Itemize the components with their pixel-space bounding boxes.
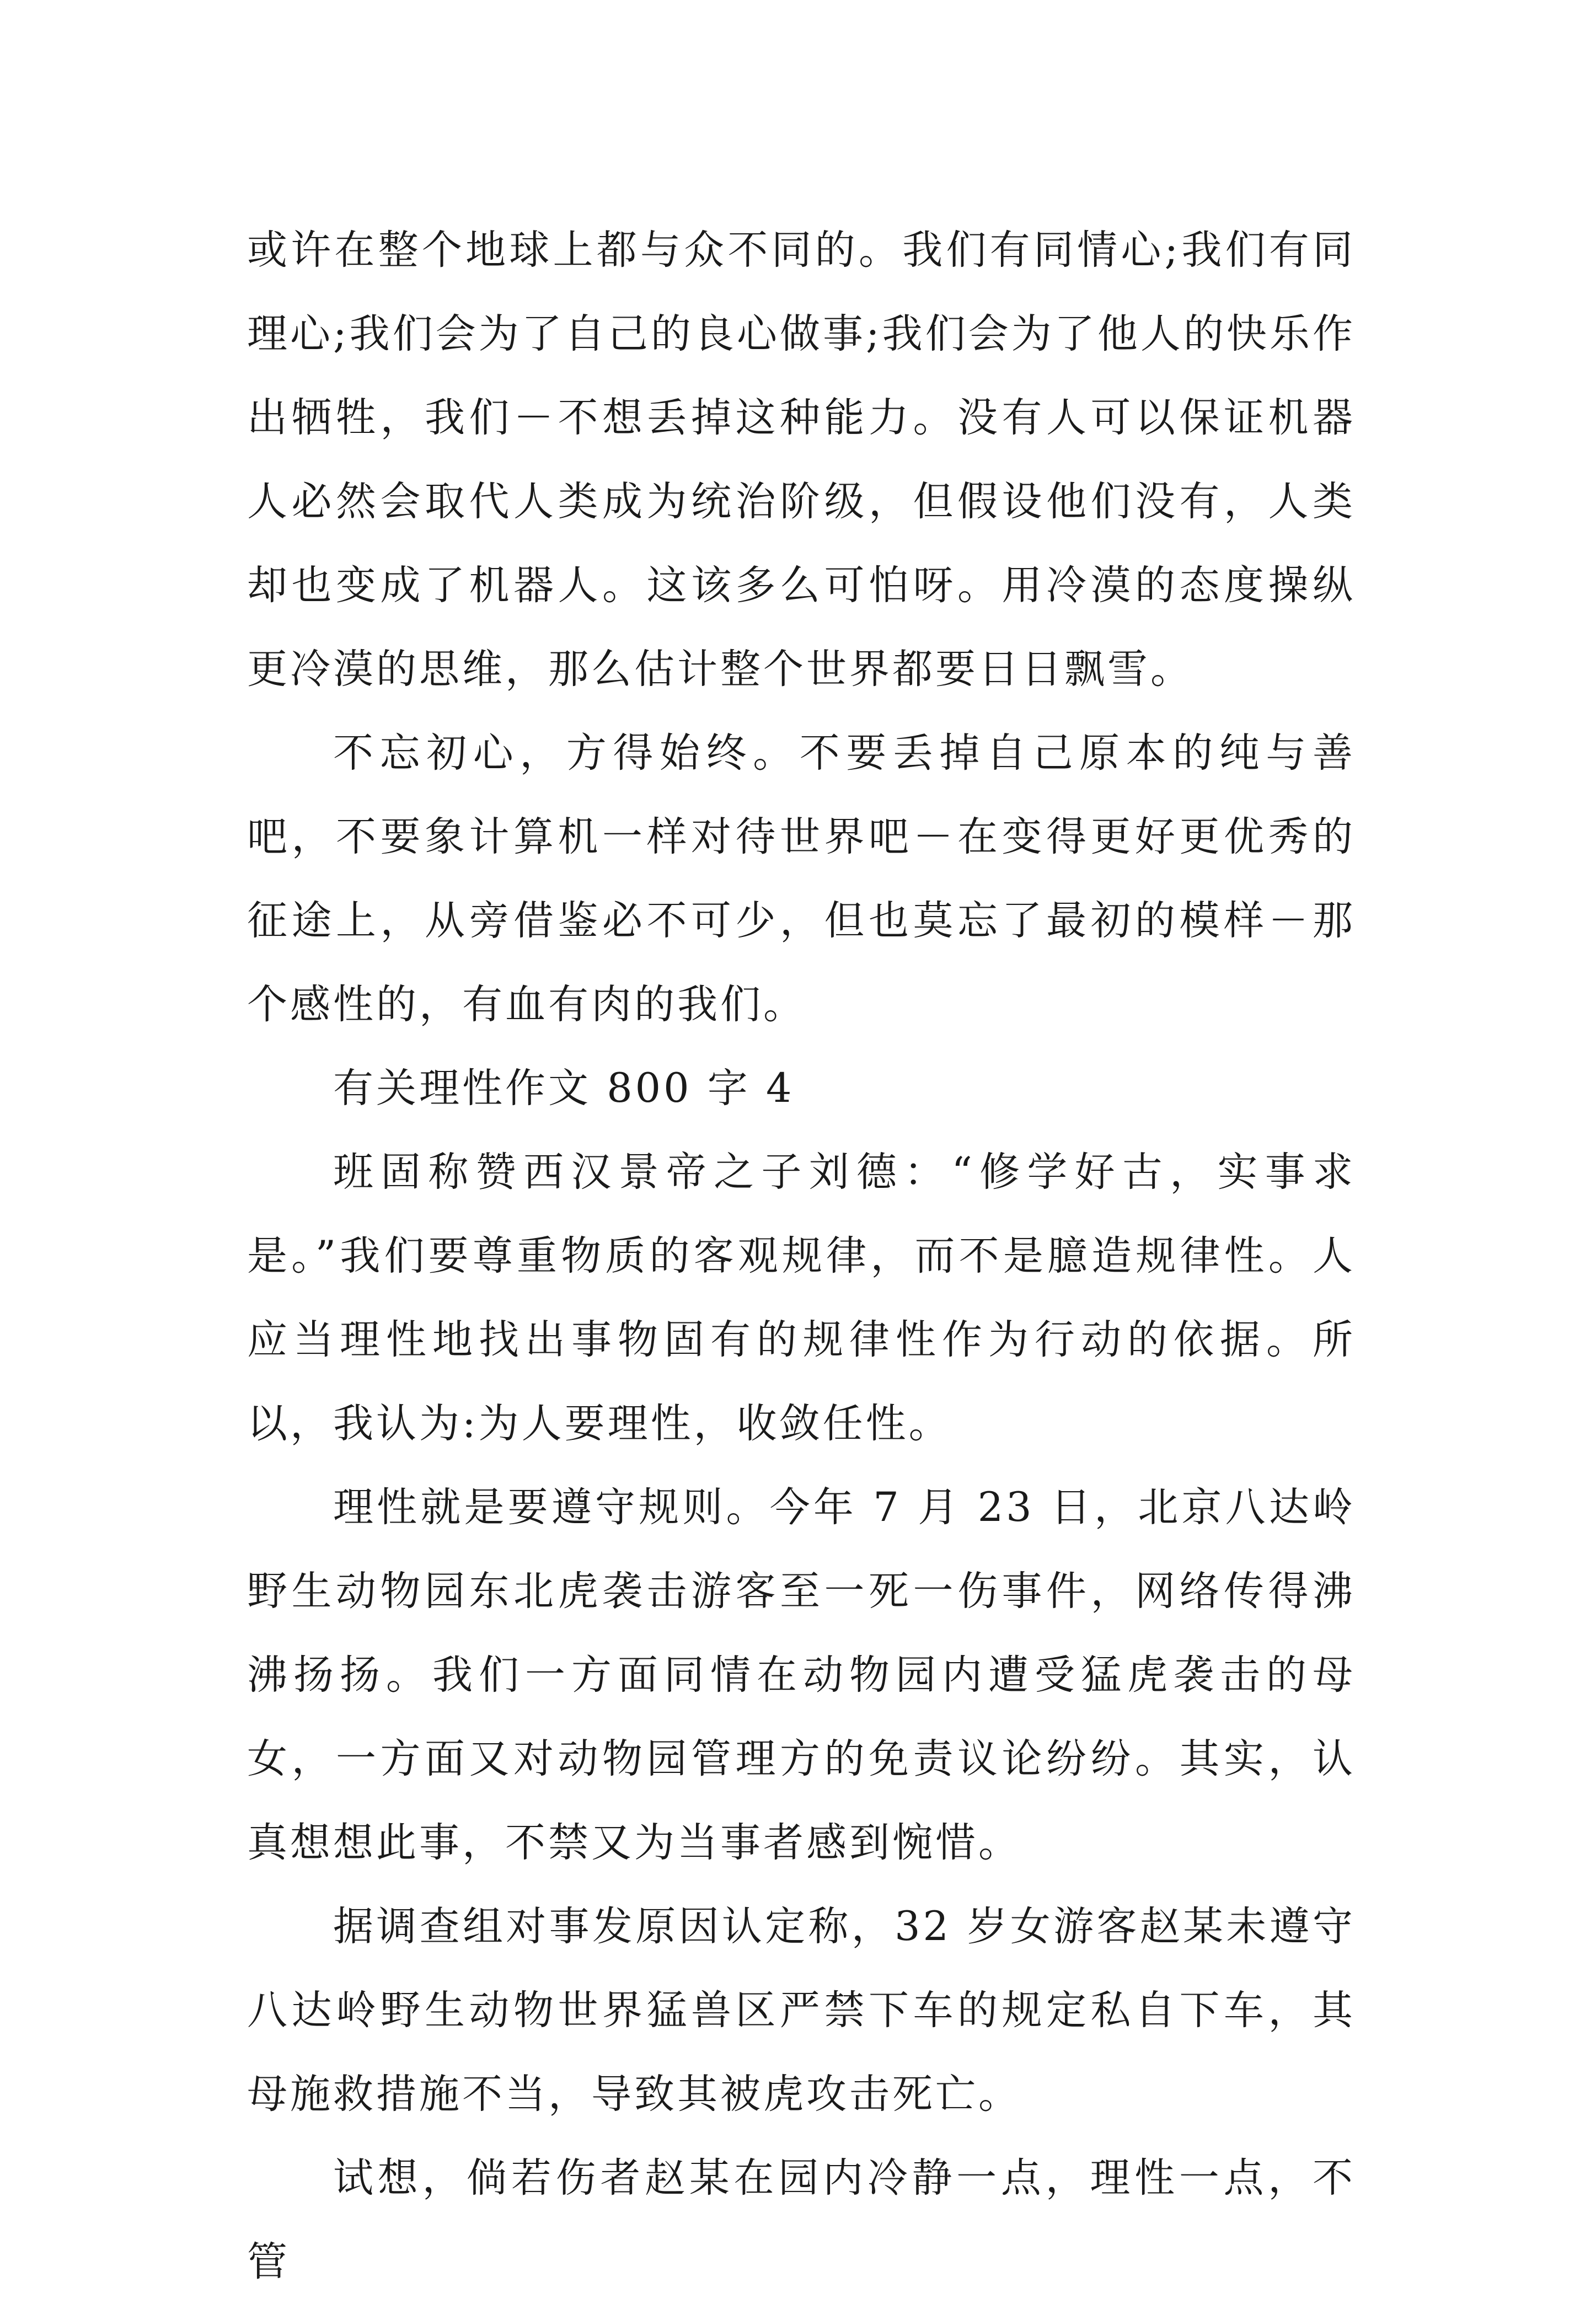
paragraph-6: 试想，倘若伤者赵某在园内冷静一点，理性一点，不管 — [247, 2155, 1356, 2285]
paragraph-5: 据调查组对事发原因认定称，32 岁女游客赵某未遵守八达岭野生动物世界猛兽区严禁下车的规定私自下车，其母施救措施不当，导致其被虎攻击死亡。 — [247, 1903, 1356, 2118]
section-heading: 有关理性作文 800 字 4 — [333, 1065, 795, 1112]
paragraph-3: 班固称赞西汉景帝之子刘德：“修学好古，实事求是。”我们要尊重物质的客观规律，而不是臆造规律性。人应当理性地找出事物固有的规律性作为行动的依据。所以，我认为:为人要理性，收敛任性。 — [247, 1149, 1356, 1447]
paragraph-4: 理性就是要遵守规则。今年 7 月 23 日，北京八达岭野生动物园东北虎袭击游客至一死一伤事件，网络传得沸沸扬扬。我们一方面同情在动物园内遭受猛虎袭击的母女，一方面又对动物园管理方的免责议论纷纷。其实，认真想想此事，不禁又为当事者感到惋惜。 — [247, 1484, 1356, 1866]
paragraph-1: 或许在整个地球上都与众不同的。我们有同情心;我们有同理心;我们会为了自己的良心做事;我们会为了他人的快乐作出牺牲，我们－不想丢掉这种能力。没有人可以保证机器人必然会取代人类成为统治阶级，但假设他们没有，人类却也变成了机器人。这该多么可怕呀。用冷漠的态度操纵更冷漠的思维，那么估计整个世界都要日日飘雪。 — [247, 227, 1356, 693]
paragraph-2: 不忘初心，方得始终。不要丢掉自己原本的纯与善吧，不要象计算机一样对待世界吧－在变得更好更优秀的征途上，从旁借鉴必不可少，但也莫忘了最初的模样－那个感性的，有血有肉的我们。 — [247, 730, 1356, 1028]
document-body — [247, 208, 1356, 2304]
